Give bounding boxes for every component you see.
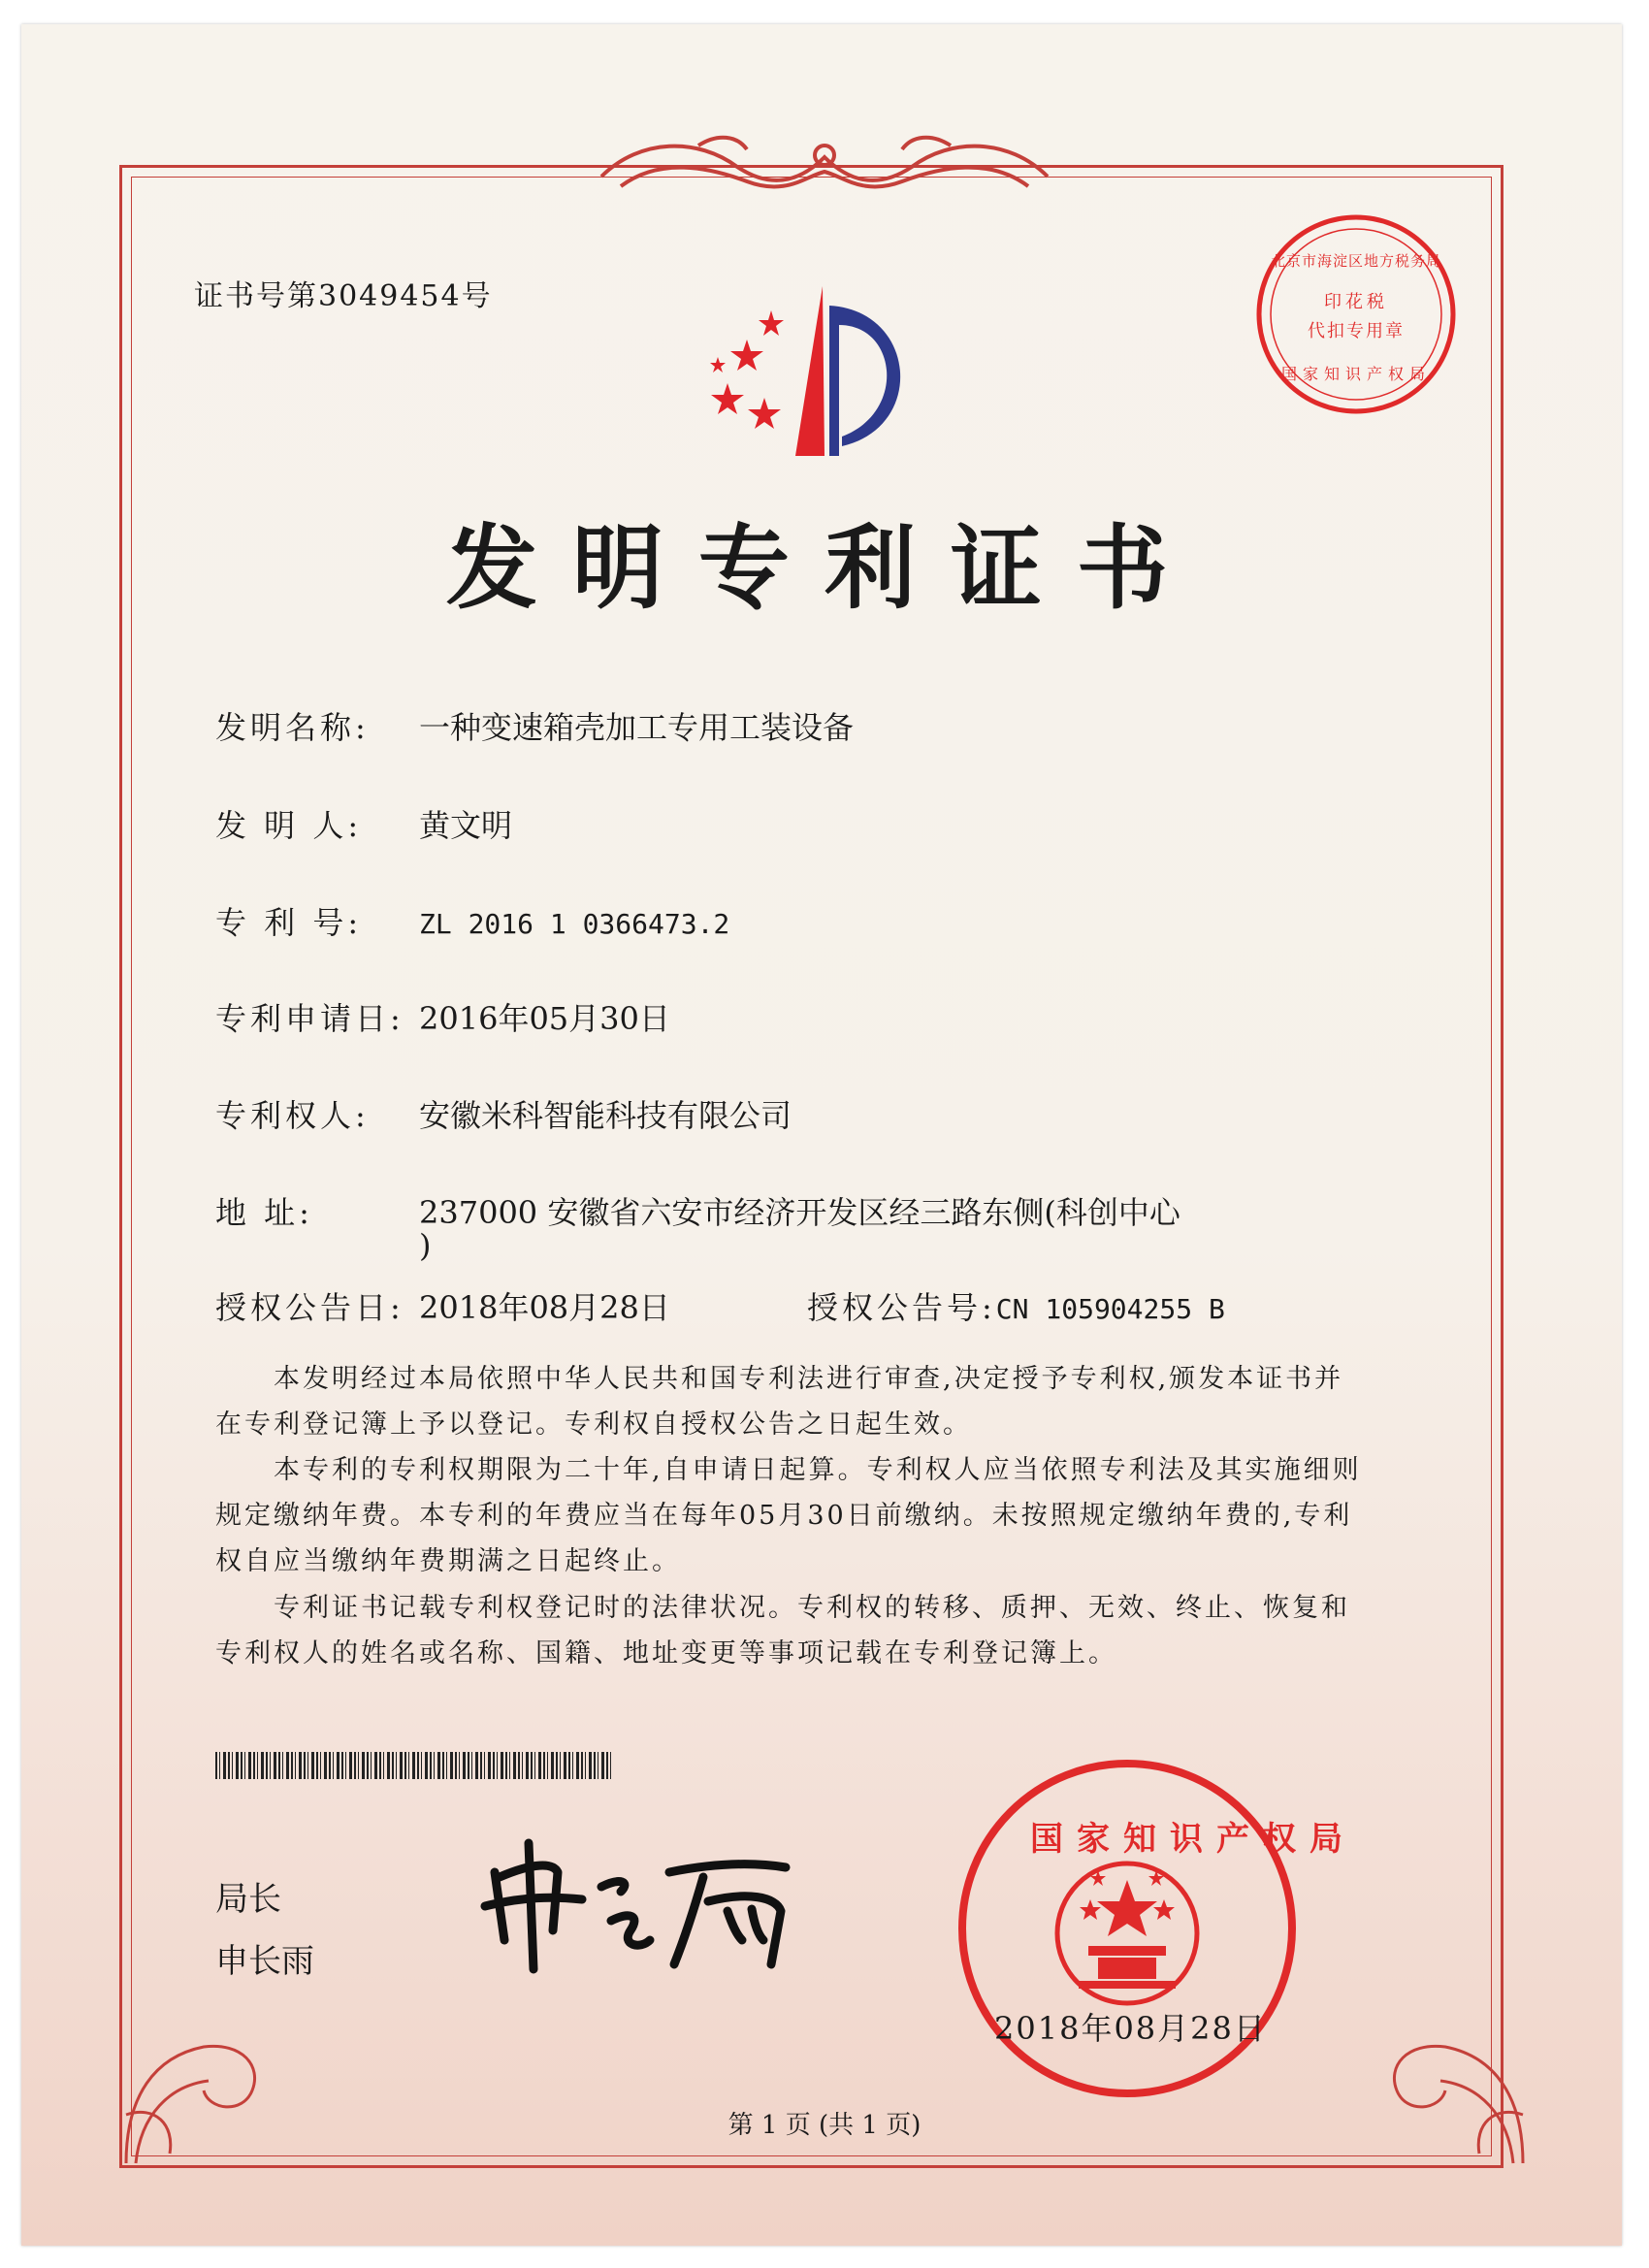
field-invention-name xyxy=(215,703,854,748)
director-name: 申长雨 xyxy=(215,1942,314,1981)
field-grant-no xyxy=(807,1283,1225,1328)
field-label: 专利权人: xyxy=(215,1097,370,1134)
field-label: 发明名称: xyxy=(215,709,370,746)
field-value: 2018年08月28日 xyxy=(419,1289,670,1326)
certificate-title: 发明专利证书 xyxy=(445,516,1203,622)
field-address xyxy=(215,1188,1180,1233)
corner-ornament-icon xyxy=(1377,1998,1533,2168)
field-label: 专利申请日: xyxy=(215,1000,404,1037)
top-ornament-icon xyxy=(582,128,1067,206)
field-label: 授权公告号: xyxy=(807,1289,996,1326)
paragraph-2: 本专利的专利权期限为二十年,自申请日起算。专利权人应当依照专利法及其实施细则规定缴纳年费。本专利的年费应当在每年05月30日前缴纳。未按照规定缴纳年费的,专利权自应当缴纳年费期满之日起终止。 xyxy=(215,1455,1362,1576)
official-seal-icon xyxy=(953,1754,1302,2103)
field-patent-no xyxy=(215,898,729,943)
paragraph-1: 本发明经过本局依照中华人民共和国专利法进行审查,决定授予专利权,颁发本证书并在专利登记簿上予以登记。专利权自授权公告之日起生效。 xyxy=(215,1364,1344,1440)
field-value: 黄文明 xyxy=(419,807,513,844)
field-grant-date xyxy=(215,1283,670,1328)
field-value: 2016年05月30日 xyxy=(419,1000,670,1037)
field-filing-date xyxy=(215,994,670,1039)
tax-stamp-bottom-text: 国家知识产权局 xyxy=(1280,365,1431,383)
field-value: CN 105904255 B xyxy=(995,1293,1225,1325)
issue-date: 2018年08月28日 xyxy=(994,2010,1267,2047)
tax-stamp-center-line2: 代扣专用章 xyxy=(1308,321,1405,341)
field-label: 授权公告日: xyxy=(215,1289,404,1326)
field-value: 237000 安徽省六安市经济开发区经三路东侧(科创中心 xyxy=(419,1194,1180,1231)
sipo-logo-icon xyxy=(689,281,941,475)
certificate-number: 证书号第3049454号 xyxy=(194,279,493,313)
field-label: 发 明 人: xyxy=(215,807,363,844)
field-label: 专 利 号: xyxy=(215,904,363,941)
paragraph-3: 专利证书记载专利权登记时的法律状况。专利权的转移、质押、无效、终止、恢复和专利权人的姓名或名称、国籍、地址变更等事项记载在专利登记簿上。 xyxy=(215,1593,1350,1669)
tax-stamp-outer-text: 北京市海淀区地方税务局 xyxy=(1270,252,1441,270)
field-value: 一种变速箱壳加工专用工装设备 xyxy=(419,709,855,746)
field-inventor xyxy=(215,801,512,846)
director-title: 局长 xyxy=(215,1880,281,1919)
corner-ornament-icon xyxy=(116,1998,272,2168)
barcode xyxy=(215,1752,613,1779)
field-value: ZL 2016 1 0366473.2 xyxy=(419,908,730,940)
field-value: 安徽米科智能科技有限公司 xyxy=(419,1097,792,1134)
field-label: 地 址: xyxy=(215,1194,313,1231)
page-footer: 第 1 页 (共 1 页) xyxy=(728,2111,922,2140)
tax-stamp-center-line1: 印花税 xyxy=(1324,292,1388,312)
seal-text: 国家知识产权局 xyxy=(1030,1820,1356,1859)
field-patentee xyxy=(215,1091,792,1136)
field-address-line2: ) xyxy=(419,1227,432,1264)
signature-icon xyxy=(475,1833,824,1979)
